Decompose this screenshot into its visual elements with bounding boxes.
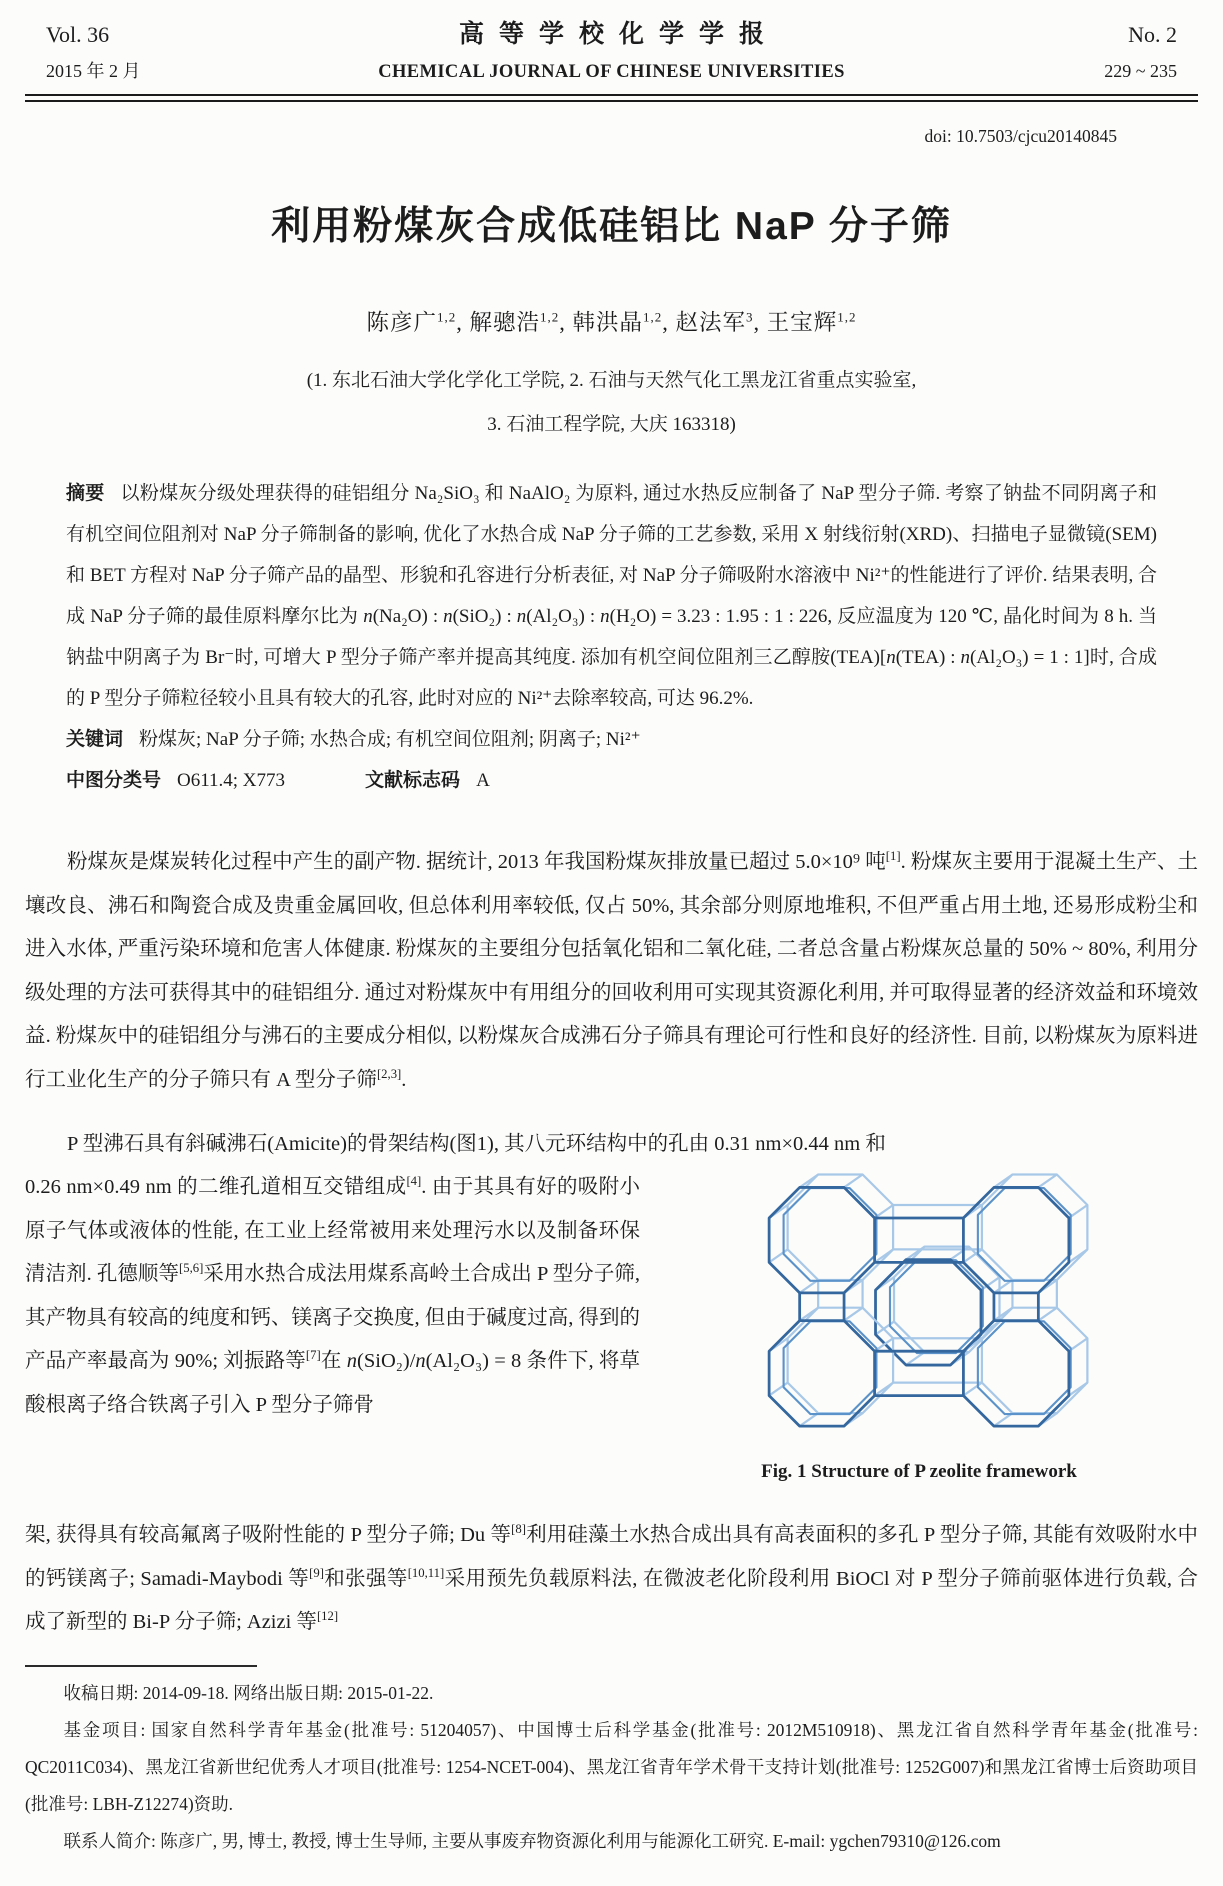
footnotes <box>0 1675 1223 1886</box>
journal-header <box>0 14 1223 83</box>
figure-1-caption: Fig. 1 Structure of P zeolite framework <box>761 1461 1077 1482</box>
paragraph-pzeolite-intro: P 型沸石具有斜碱沸石(Amicite)的骨架结构(图1), 其八元环结构中的孔由 0.31 nm×0.44 nm 和 <box>67 1132 886 1155</box>
journal-volume: Vol. 36 <box>46 22 110 47</box>
article-body <box>0 841 1223 1645</box>
keywords-label: 关键词 <box>66 729 124 750</box>
affiliations <box>0 359 1223 447</box>
footnote-contact: 联系人简介: 陈彦广, 男, 博士, 教授, 博士生导师, 主要从事废弃物资源化利用与能源化工研究. E-mail: ygchen79310@126.com <box>63 1831 1001 1851</box>
classification-line <box>66 760 1157 801</box>
doc-code-value: A <box>476 770 490 791</box>
two-column-section <box>0 1166 1223 1494</box>
issue-number: No. 2 <box>1128 22 1177 47</box>
abstract-text: 以粉煤灰分级处理获得的硅铝组分 Na₂SiO₃ 和 NaAlO₂ 为原料, 通过水热反应制备了 NaP 型分子筛. 考察了钠盐不同阴离子和有机空间位阻剂对 NaP 分子筛制备的影响, 优化了水热合成 NaP 分子筛的工艺参数, 采用 X 射线衍射(XRD)、扫描电子显微镜(SEM)和 BET 方程对 NaP 分子筛产品的晶型、形貌和孔容进行分析表征, 对 NaP 分子筛吸附水溶液中 Ni²⁺的性能进行了评价. 结果表明, 合成 NaP 分子筛的最佳原料摩尔比为 n(Na₂O) : n(SiO₂) : n(Al₂O₃) : n(H₂O) = 3.23 : 1.95 : 1 : 226, 反应温度为 120 ℃, 晶化时间为 8 h. 当钠盐中阴离子为 Br⁻时, 可增大 P 型分子筛产率并提高其纯度. 添加有机空间位阻剂三乙醇胺(TEA)[n(TEA) : n(Al₂O₃) = 1 : 1]时, 合成的 P 型分子筛粒径较小且具有较大的孔容, 此时对应的 Ni²⁺去除率较高, 可达 96.2%. <box>66 483 1158 709</box>
keywords-text: 粉煤灰; NaP 分子筛; 水热合成; 有机空间位阻剂; 阴离子; Ni²⁺ <box>139 729 641 750</box>
footnote-funding: 基金项目: 国家自然科学青年基金(批准号: 51204057)、中国博士后科学基金(批准号: 2012M510918)、黑龙江省自然科学青年基金(批准号: QC2011C034)、黑龙江省新世纪优秀人才项目(批准号: 1254-NCET-004)、黑龙江省青年学术骨干支持计划(批准号: 1252G007)和黑龙江省博士后资助项目(批准号: LBH-Z12274)资助. <box>25 1720 1198 1814</box>
zeolite-framework-diagram <box>715 1168 1123 1440</box>
journal-title-en: CHEMICAL JOURNAL OF CHINESE UNIVERSITIES <box>378 62 845 82</box>
doc-code-label: 文献标志码 <box>365 770 461 791</box>
journal-title-cn: 高等学校化学学报 <box>458 21 779 48</box>
author-list: 陈彦广$^{1,2}$, 解骢浩$^{1,2}$, 韩洪晶$^{1,2}$, 赵法军$^3$, 王宝辉$^{1,2}$ <box>366 309 857 335</box>
paragraph-flyash-intro: 粉煤灰是煤炭转化过程中产生的副产物. 据统计, 2013 年我国粉煤灰排放量已超过 5.0×10⁹ 吨[1]. 粉煤灰主要用于混凝土生产、土壤改良、沸石和陶瓷合成及贵重金属回收, 但总体利用率较低, 仅占 50%, 其余部分则原地堆积, 不但严重占用土地, 还易形成粉尘和进入水体, 严重污染环境和危害人体健康. 粉煤灰的主要组分包括氧化铝和二氧化硅, 二者总含量占粉煤灰总量的 50% ~ 80%, 利用分级处理的方法可获得其中的硅铝组分. 通过对粉煤灰中有用组分的回收利用可实现其资源化利用, 并可取得显著的经济效益和环境效益. 粉煤灰中的硅铝组分与沸石的主要成分相似, 以粉煤灰合成沸石分子筛具有理论可行性和良好的经济性. 目前, 以粉煤灰为原料进行工业化生产的分子筛只有 A 型分子筛[2,3]. <box>25 849 1199 1091</box>
affiliation-line-2: 3. 石油工程学院, 大庆 163318) <box>487 414 736 435</box>
abstract-label: 摘要 <box>66 483 105 504</box>
keywords-line <box>66 719 1157 760</box>
paragraph-continuation: 架, 获得具有较高氟离子吸附性能的 P 型分子筛; Du 等[8]利用硅藻土水热合成出具有高表面积的多孔 P 型分子筛, 其能有效吸附水中的钙镁离子; Samadi-Maybodi 等[9]和张强等[10,11]采用预先负载原料法, 在微波老化阶段利用 BiOCl 对 P 型分子筛前驱体进行负载, 合成了新型的 Bi-P 分子筛; Azizi 等[12] <box>25 1522 1198 1633</box>
issue-date: 2015 年 2 月 <box>46 61 141 81</box>
doi-line: doi: 10.7503/cjcu20140845 <box>924 126 1117 146</box>
clc-label: 中图分类号 <box>66 770 162 791</box>
footnote-received-date: 收稿日期: 2014-09-18. 网络出版日期: 2015-01-22. <box>63 1683 434 1703</box>
abstract-paragraph <box>66 473 1157 719</box>
footnote-separator-rule <box>25 1665 257 1667</box>
clc-value: O611.4; X773 <box>177 770 286 791</box>
affiliation-line-1: (1. 东北石油大学化学化工学院, 2. 石油与天然气化工黑龙江省重点实验室, <box>306 370 917 391</box>
figure-1-block <box>640 1166 1198 1494</box>
left-column-text: 0.26 nm×0.49 nm 的二维孔道相互交错组成[4]. 由于其具有好的吸附小原子气体或液体的性能, 在工业上经常被用来处理污水以及制备环保清洁剂. 孔德顺等[5,6]采用水热合成法用煤系高岭土合成出 P 型分子筛, 其产物具有较高的纯度和钙、镁离子交换度, 但由于碱度过高, 得到的产品产率最高为 90%; 刘振路等[7]在 n(SiO₂)/n(Al₂O₃) = 8 条件下, 将草酸根离子络合铁离子引入 P 型分子筛骨 <box>25 1174 641 1416</box>
article-title: 利用粉煤灰合成低硅铝比 NaP 分子筛 <box>271 205 952 248</box>
page-range: 229 ~ 235 <box>1104 61 1177 81</box>
header-double-rule <box>25 94 1198 102</box>
